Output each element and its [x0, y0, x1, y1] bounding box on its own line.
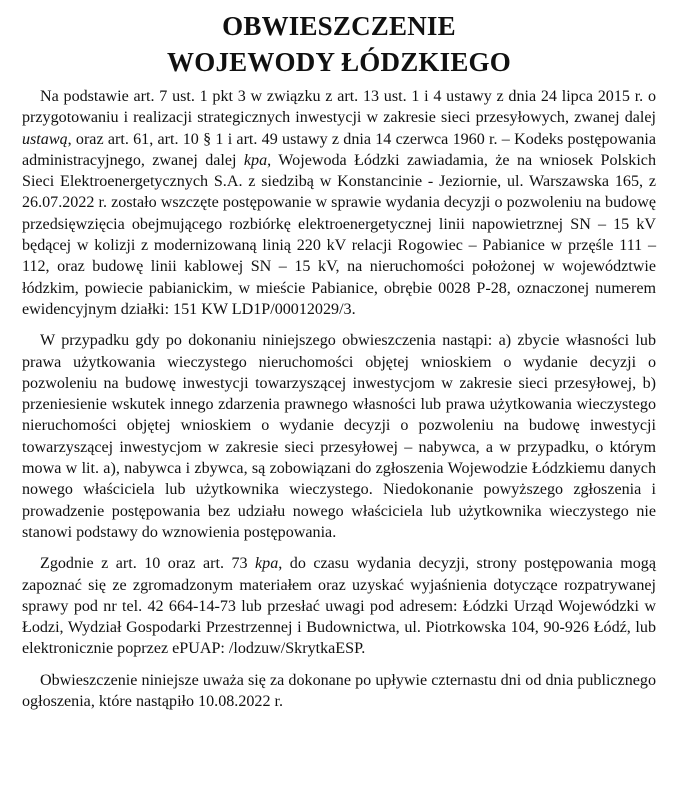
- p3-italic-kpa: kpa: [255, 555, 279, 573]
- paragraph-contact-info: [22, 553, 656, 659]
- paragraph-legal-basis: [22, 86, 656, 320]
- p1-text-a: Na podstawie art. 7 ust. 1 pkt 3 w związku z art. 13 ust. 1 i 4 ustawy z dnia 24 lipca 2015 r. o przygotowaniu i realizacji strategicznych inwestycji w zakresie sieci przesyłowych, zwanej dalej: [22, 88, 656, 127]
- title-line-2: WOJEWODY ŁÓDZKIEGO: [167, 47, 511, 77]
- p3-text-c: , do czasu wydania decyzji, strony postępowania mogą zapoznać się ze zgromadzonym materiałem oraz uzyskać wyjaśnienia dotyczące rozpatrywanej sprawy pod nr tel. 42 664-14-73 lub przesłać uwagi pod adresem: Łódzki Urząd Wojewódzki w Łodzi, Wydział Gospodarki Przestrzennej i Budownictwa, ul. Piotrkowska 104, 90-926 Łódź, lub elektronicznie poprzez ePUAP: /lodzuw/SkrytkaESP.: [22, 555, 656, 658]
- p1-italic-kpa: kpa: [243, 151, 268, 169]
- paragraph-ownership-change: W przypadku gdy po dokonaniu niniejszego obwieszczenia nastąpi: a) zbycie własności lub prawa użytkowania wieczystego nieruchomości objętej wnioskiem o wydanie decyzji o pozwoleniu na budowę inwestycji towarzyszącej inwestycjom w zakresie sieci przesyłowej, b) przeniesienie wskutek innego zdarzenia prawnego własności lub prawa użytkowania wieczystego nieruchomości objętej wnioskiem o wydanie decyzji o pozwoleniu na budowę inwestycji towarzyszącej inwestycjom w zakresie sieci przesyłowej – nabywca, a w przypadku, o którym mowa w lit. a), nabywca i zbywca, są zobowiązani do zgłoszenia Wojewodzie Łódzkiemu danych nowego właściciela lub użytkownika wieczystego. Niedokonanie powyższego zgłoszenia i prowadzenie postępowania bez udziału nowego właściciela lub użytkownika wieczystego nie stanowi podstawy do wznowienia postępowania.: [22, 332, 656, 541]
- p3-text-a: Zgodnie z art. 10 oraz art. 73: [40, 555, 256, 573]
- paragraph-effective-date: Obwieszczenie niniejsze uważa się za dokonane po upływie czternastu dni od dnia publicznego ogłoszenia, które nastąpiło 10.08.2022 r.: [22, 671, 656, 711]
- p1-text-c: , oraz art. 61, art. 10 § 1 i art. 49 ustawy z dnia 14 czerwca 1960 r. – Kodeks postępowania administracyjnego, zwanej dalej: [22, 130, 656, 169]
- title-line-1: OBWIESZCZENIE: [222, 11, 456, 41]
- p1-text-e: , Wojewoda Łódzki zawiadamia, że na wniosek Polskich Sieci Elektroenergetycznych S.A. z siedzibą w Konstancinie - Jeziornie, ul. Warszawska 165, z 26.07.2022 r. zostało wszczęte postępowanie w sprawie wydania decyzji o pozwoleniu na budowę przedsięwzięcia obejmującego rozbiórkę elektroenergetycznej linii napowietrznej SN – 15 kV będącej w kolizji z modernizowaną linią 220 kV relacji Rogowiec – Pabianice w przęśle 111 – 112, oraz budowę linii kablowej SN – 15 kV, na nieruchomości położonej w województwie łódzkim, powiecie pabianickim, w mieście Pabianice, obrębie 0028 P-28, oznaczonej numerem ewidencyjnym działki: 151 KW LD1P/00012029/3.: [22, 151, 656, 318]
- document-title: [22, 8, 656, 80]
- p1-italic-ustawa: ustawą: [22, 130, 68, 148]
